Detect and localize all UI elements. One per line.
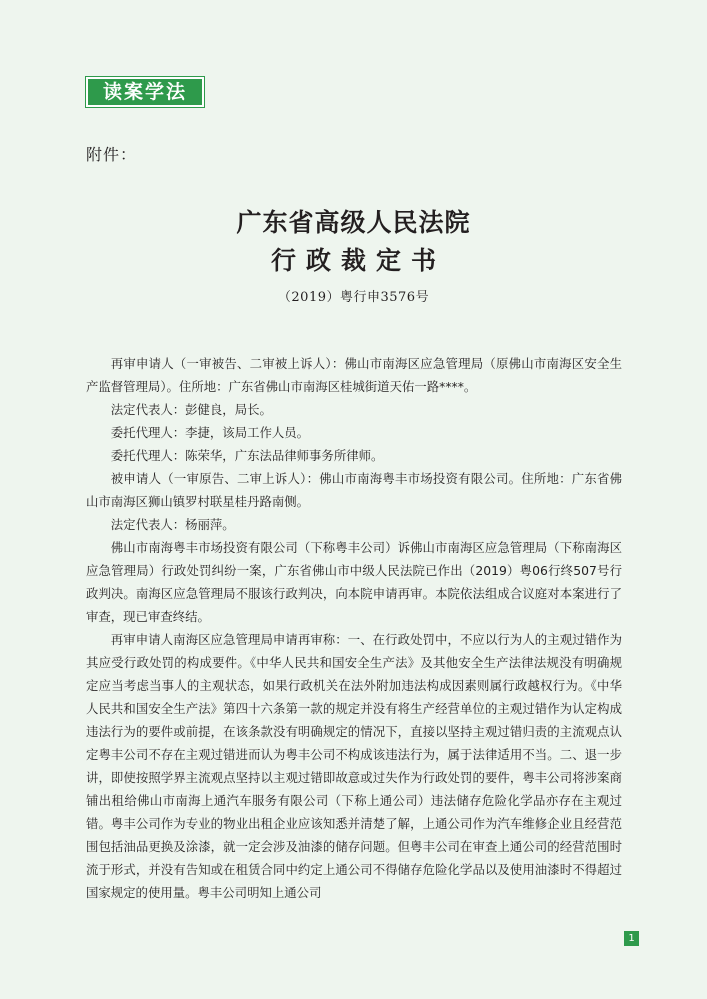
case-number: （2019）粤行申3576号 — [277, 290, 430, 305]
page-number: 1 — [624, 931, 639, 946]
paragraph-applicant: 再审申请人（一审被告、二审被上诉人）：佛山市南海区应急管理局（原佛山市南海区安全生产监督管理局）。住所地：广东省佛山市南海区桂城街道天佑一路****。 — [86, 356, 622, 394]
court-name-title: 广东省高级人民法院 — [236, 208, 471, 237]
paragraph-respondent: 被申请人（一审原告、二审上诉人）：佛山市南海粤丰市场投资有限公司。住所地：广东省佛山市南海区狮山镇罗村联星桂丹路南侧。 — [86, 471, 622, 509]
document-type-title: 行政裁定书 — [270, 246, 446, 275]
paragraph-agent-1: 委托代理人：李捷，该局工作人员。 — [110, 425, 310, 440]
paragraph-legal-rep: 法定代表人：彭健良，局长。 — [110, 402, 272, 417]
paragraph-case-summary: 佛山市南海粤丰市场投资有限公司（下称粤丰公司）诉佛山市南海区应急管理局（下称南海区应急管理局）行政处罚纠纷一案，广东省佛山市中级人民法院已作出（2019）粤06行终507号行政判决。南海区应急管理局不服该行政判决，向本院申请再审。本院依法组成合议庭对本案进行了审查，现已审查终结。 — [86, 540, 622, 624]
attachment-label: 附件： — [86, 145, 138, 164]
document-body — [86, 352, 622, 904]
paragraph-respondent-rep: 法定代表人：杨丽萍。 — [110, 517, 235, 532]
section-badge: 读案学法 — [86, 77, 204, 107]
paragraph-retrial-claims: 再审申请人南海区应急管理局申请再审称：一、在行政处罚中，不应以行为人的主观过错作为其应受行政处罚的构成要件。《中华人民共和国安全生产法》及其他安全生产法律法规没有明确规定应当考虑当事人的主观状态，如果行政机关在法外附加违法构成因素则属行政越权行为。《中华人民共和国安全生产法》第四十六条第一款的规定并没有将生产经营单位的主观过错作为认定构成违法行为的要件或前提，在该条款没有明确规定的情况下，直接以坚持主观过错归责的主流观点认定粤丰公司不存在主观过错进而认为粤丰公司不构成该违法行为，属于法律适用不当。二、退一步讲，即使按照学界主流观点坚持以主观过错即故意或过失作为行政处罚的要件，粤丰公司将涉案商铺出租给佛山市南海上通汽车服务有限公司（下称上通公司）违法储存危险化学品亦存在主观过错。粤丰公司作为专业的物业出租企业应该知悉并清楚了解，上通公司作为汽车维修企业且经营范围包括油品更换及涂漆，就一定会涉及油漆的储存问题。但粤丰公司在审查上通公司的经营范围时流于形式，并没有告知或在租赁合同中约定上通公司不得储存危险化学品以及使用油漆时不得超过国家规定的使用量。粤丰公司明知上通公司 — [86, 632, 622, 900]
paragraph-agent-2: 委托代理人：陈荣华，广东法品律师事务所律师。 — [110, 448, 384, 463]
